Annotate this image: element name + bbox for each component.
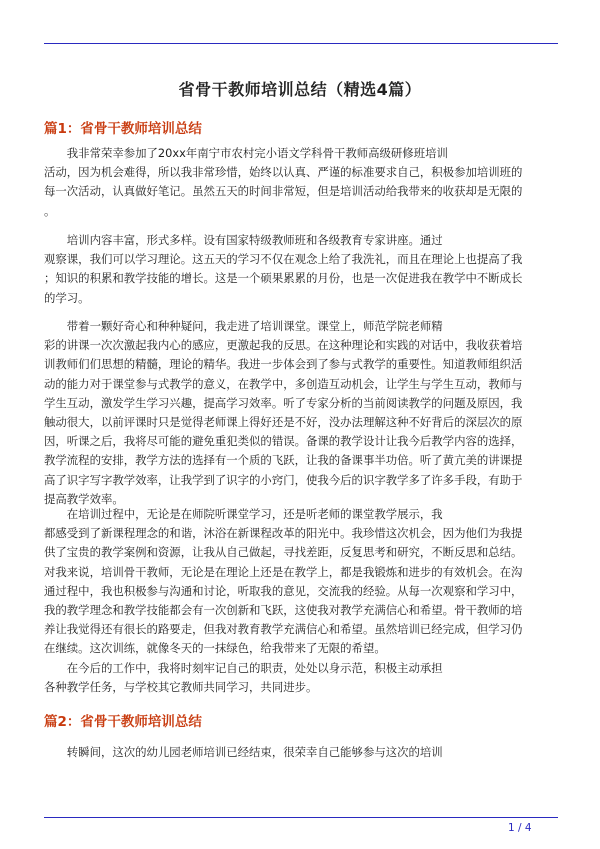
text-line: ；知识的积累和教学技能的增长。这是一个硕果累累的月份，也是一次促进我在教学中不断成长 <box>44 271 523 286</box>
text-line: 观察课，我们可以学习理论。这五天的学习不仅在观念上给了我洗礼，而且在理论上也提高了我 <box>44 252 523 267</box>
text-line: 学生互动，激发学生学习兴趣，提高学习效率。听了专家分析的当前阅读教学的问题及原因，我 <box>44 395 523 410</box>
text-line: 高了识字写字教学效率，让我学到了识字的小窍门，使我今后的识字教学多了许多手段，有助于 <box>44 472 523 487</box>
text-line: 教学流程的安排，教学方法的选择有一个质的飞跃，让我的备课事半功倍。听了黄亢美的讲课提 <box>44 453 523 468</box>
text-line: 提高教学效率。 <box>44 491 124 506</box>
text-line: 通过程中，我也积极参与沟通和讨论，听取我的意见，交流我的经验。从每一次观察和学习中， <box>44 583 523 598</box>
text-line: 的学习。 <box>44 290 90 305</box>
document-title: 省骨干教师培训总结（精选4篇） <box>178 80 422 99</box>
text-line: 每一次活动，认真做好笔记。虽然五天的时间非常短，但是培训活动给我带来的收获却是无限的 <box>44 184 523 199</box>
text-line: 对我来说，培训骨干教师，无论是在理论上还是在教学上，都是我锻炼和进步的有效机会。在沟 <box>44 564 523 579</box>
text-line: 动的能力对于课堂参与式教学的意义，在教学中，多创造互动机会，让学生与学生互动，教师与 <box>44 376 523 391</box>
text-line: 带着一颗好奇心和种种疑问，我走进了培训课堂。课堂上，师范学院老师精 <box>44 319 443 333</box>
page-number: 1 / 4 <box>508 822 532 834</box>
text-line: 因，听课之后，我将尽可能的避免重犯类似的错误。备课的教学设计让我今后教学内容的选择， <box>44 434 523 449</box>
text-line: 。 <box>44 203 56 218</box>
text-line: 养让我觉得还有很长的路要走，但我对教育教学充满信心和希望。虽然培训已经完成，但学习仍 <box>44 622 523 637</box>
paragraph-3 <box>44 317 558 509</box>
text-line: 在今后的工作中，我将时刻牢记自己的职责，处处以身示范，积极主动承担 <box>44 661 443 675</box>
paragraph-4 <box>44 505 558 659</box>
text-line: 训教师们们思想的精髓，理论的精华。我进一步体会到了参与式教学的重要性。知道教师组织活 <box>44 357 523 372</box>
text-line: 触动很大，以前评课时只是觉得老师课上得好还是不好，没办法理解这种不好背后的深层次的原 <box>44 414 523 429</box>
section-heading-1: 篇1：省骨干教师培训总结 <box>44 121 202 137</box>
text-line: 培训内容丰富，形式多样。设有国家特级教师班和各级教育专家讲座。通过 <box>44 233 443 247</box>
section-heading-2: 篇2：省骨干教师培训总结 <box>44 714 202 730</box>
text-line: 彩的讲课一次次激起我内心的感应，更激起我的反思。在这种理论和实践的对话中，我收获着培 <box>44 338 523 353</box>
text-line: 我的教学理念和教学技能都会有一次创新和飞跃，这使我对教学充满信心和希望。骨干教师的培 <box>44 602 523 617</box>
paragraph-1 <box>44 144 558 221</box>
text-line: 活动，因为机会难得，所以我非常珍惜，始终以认真、严谨的标准要求自己，积极参加培训班的 <box>44 165 523 180</box>
bottom-rule <box>44 817 558 818</box>
text-line: 在继续。这次训练，就像冬天的一抹绿色，给我带来了无限的希望。 <box>44 641 386 656</box>
text-line: 各种教学任务，与学校其它教师共同学习，共同进步。 <box>44 680 318 695</box>
text-line: 在培训过程中，无论是在师院听课堂学习，还是听老师的课堂教学展示，我 <box>44 507 443 521</box>
paragraph-6 <box>44 743 558 762</box>
text-line: 供了宝贵的教学案例和资源，让我从自己做起，寻找差距，反复思考和研究，不断反思和总结。 <box>44 545 523 560</box>
top-rule <box>44 43 558 44</box>
text-line: 我非常荣幸参加了20xx年南宁市农村完小语文学科骨干教师高级研修班培训 <box>44 146 448 160</box>
text-line: 转瞬间，这次的幼儿园老师培训已经结束，很荣幸自己能够参与这次的培训 <box>44 745 443 759</box>
paragraph-5 <box>44 659 558 697</box>
text-line: 都感受到了新课程理念的和谐，沐浴在新课程改革的阳光中。我珍惜这次机会，因为他们为我提 <box>44 526 523 541</box>
paragraph-2 <box>44 231 558 308</box>
